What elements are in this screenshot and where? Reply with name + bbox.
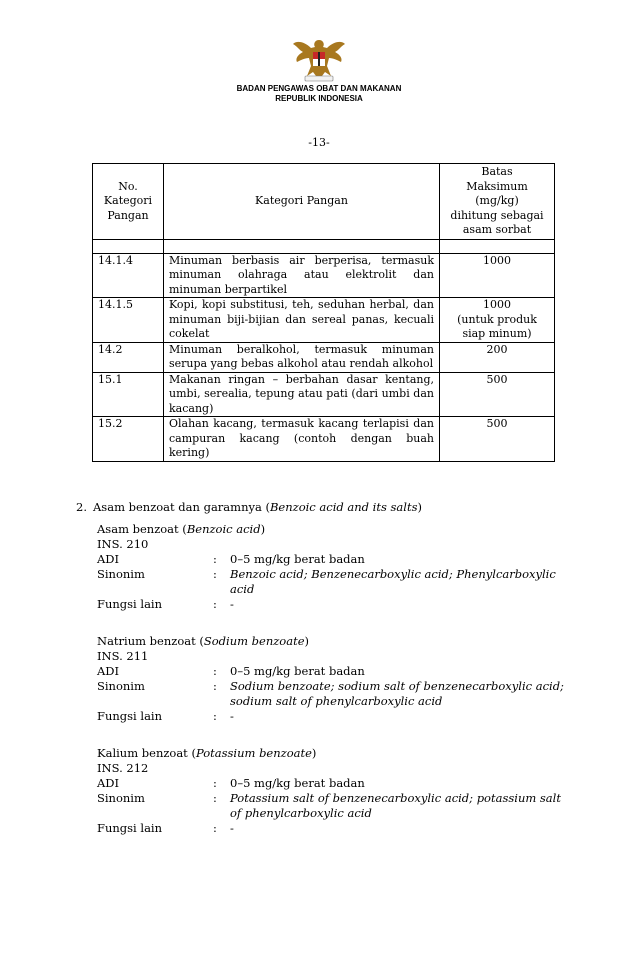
ins-number: INS. 210 [97, 537, 149, 551]
substance-name: Asam benzoat (Benzoic acid) [97, 522, 266, 536]
ins-number: INS. 211 [97, 649, 149, 663]
agency-name: BADAN PENGAWAS OBAT DAN MAKANAN [236, 84, 402, 93]
adi-row: ADI : 0–5 mg/kg berat badan [97, 552, 365, 566]
synonym-row: Sinonim : Benzoic acid; Benzenecarboxylic acid; Phenylcarboxylic acid [97, 567, 556, 596]
agency-country: REPUBLIK INDONESIA [275, 94, 363, 103]
food-category-table [92, 163, 555, 462]
header-batas-maksimum: Batas Maksimum (mg/kg) dihitung sebagai asam sorbat [440, 164, 555, 240]
ins-number: INS. 212 [97, 761, 149, 775]
synonym-row: Sinonim : Sodium benzoate; sodium salt of benzenecarboxylic acid; sodium salt of phenylcarboxylic acid [97, 679, 564, 708]
adi-row: ADI : 0–5 mg/kg berat badan [97, 776, 365, 790]
table-row [93, 253, 555, 298]
garuda-emblem [291, 36, 347, 84]
substance-block-benzoic-acid [97, 522, 577, 612]
substance-block-potassium-benzoate [97, 746, 577, 836]
other-function-row: Fungsi lain : - [97, 597, 234, 611]
row-description: Minuman berbasis air berperisa, termasuk minuman olahraga atau elektrolit dan minuman berpartikel [164, 253, 440, 298]
row-limit: 500 [440, 417, 555, 462]
row-code: 14.1.4 [93, 253, 164, 298]
row-code: 15.2 [93, 417, 164, 462]
header-kategori-pangan: Kategori Pangan [164, 164, 440, 240]
substance-name: Natrium benzoat (Sodium benzoate) [97, 634, 310, 648]
row-code: 14.2 [93, 342, 164, 372]
other-function-row: Fungsi lain : - [97, 821, 234, 835]
row-limit: 200 [440, 342, 555, 372]
synonym-row: Sinonim : Potassium salt of benzenecarboxylic acid; potassium salt of phenylcarboxylic acid [97, 791, 561, 820]
row-description: Olahan kacang, termasuk kacang terlapisi dan campuran kacang (contoh dengan buah kering) [164, 417, 440, 462]
row-code: 14.1.5 [93, 298, 164, 343]
table-row [93, 417, 555, 462]
table-row [93, 342, 555, 372]
other-function-row: Fungsi lain : - [97, 709, 234, 723]
table-spacer-row [93, 239, 555, 253]
row-description: Minuman beralkohol, termasuk minuman serupa yang bebas alkohol atau rendah alkohol [164, 342, 440, 372]
substance-block-sodium-benzoate [97, 634, 577, 724]
row-description: Kopi, kopi substitusi, teh, seduhan herbal, dan minuman biji-bijian dan sereal panas, kecuali cokelat [164, 298, 440, 343]
table-row [93, 298, 555, 343]
row-code: 15.1 [93, 372, 164, 417]
section-number: 2. [76, 500, 87, 514]
row-limit: 1000 (untuk produk siap minum) [440, 298, 555, 343]
section-heading: 2. Asam benzoat dan garamnya (Benzoic acid and its salts) [76, 500, 422, 514]
page-number: -13- [308, 136, 330, 149]
row-description: Makanan ringan – berbahan dasar kentang, umbi, serealia, tepung atau pati (dari umbi dan kacang) [164, 372, 440, 417]
row-limit: 1000 [440, 253, 555, 298]
table-row [93, 372, 555, 417]
header-no-kategori: No. Kategori Pangan [93, 164, 164, 240]
substance-name: Kalium benzoat (Potassium benzoate) [97, 746, 317, 760]
table-header-row [93, 164, 555, 240]
row-limit: 500 [440, 372, 555, 417]
adi-row: ADI : 0–5 mg/kg berat badan [97, 664, 365, 678]
